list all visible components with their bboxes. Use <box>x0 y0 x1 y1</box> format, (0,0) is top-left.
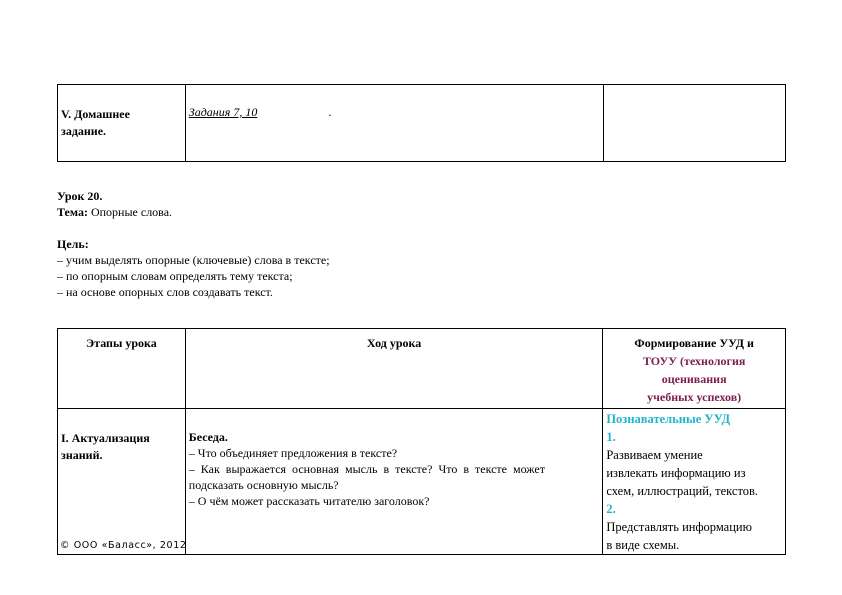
uud-item-text: схем, иллюстраций, текстов. <box>606 484 759 498</box>
goal-item: – на основе опорных слов создавать текст. <box>57 285 273 299</box>
header-formation-line3: оценивания <box>661 372 727 386</box>
row-stage-cell <box>58 409 186 555</box>
homework-task-link[interactable]: Задания 7, 10 <box>188 105 258 119</box>
homework-stage-cell <box>58 85 186 162</box>
goal-item: – по опорным словам определять тему текста; <box>57 269 293 283</box>
homework-task-suffix: . <box>328 104 332 119</box>
uud-item-text: Развиваем умение <box>606 448 703 462</box>
homework-empty-cell <box>603 85 785 162</box>
uud-item-number: 2. <box>606 502 616 516</box>
lesson-intro <box>57 188 757 300</box>
homework-task-cell <box>185 85 603 162</box>
course-line: – О чём может рассказать читателю заголовок? <box>188 494 430 508</box>
uud-title: Познавательные УУД <box>606 412 731 426</box>
header-course: Ход урока <box>366 336 422 350</box>
goal-label: Цель: <box>57 237 89 251</box>
topic-label: Тема: <box>57 205 88 219</box>
uud-item-text: Представлять информацию <box>606 520 752 534</box>
header-formation-line1: Формирование УУД и <box>634 336 754 350</box>
header-formation-line4: учебных успехов) <box>647 390 742 404</box>
course-line: – Что объединяет предложения в тексте? <box>188 446 398 460</box>
course-line: подсказать основную мысль? <box>188 478 339 492</box>
header-stages: Этапы урока <box>86 336 157 350</box>
lesson-number: Урок 20. <box>57 189 103 203</box>
row-uud-cell <box>603 409 786 555</box>
copyright-footer: © ООО «Баласс», 2012 <box>60 540 187 551</box>
uud-item-text: извлекать информацию из <box>606 466 746 480</box>
goal-item: – учим выделять опорные (ключевые) слова в тексте; <box>57 253 330 267</box>
lesson-plan-table <box>57 328 786 555</box>
topic-text: Опорные слова. <box>87 205 173 219</box>
homework-stage-line2: задание. <box>61 124 107 138</box>
stage-line2: знаний. <box>61 448 103 462</box>
uud-item-number: 1. <box>606 430 616 444</box>
header-formation-line2: ТОУУ (технология <box>642 354 746 368</box>
homework-table <box>57 84 786 162</box>
header-formation-cell <box>603 329 786 409</box>
header-stages-cell <box>58 329 186 409</box>
course-line: – Как выражается основная мысль в тексте? Что в тексте может <box>188 462 545 476</box>
course-title: Беседа. <box>188 430 228 444</box>
homework-stage-line1: V. Домашнее <box>61 107 130 121</box>
stage-line1: I. Актуализация <box>61 431 150 445</box>
row-course-cell <box>185 409 603 555</box>
header-course-cell <box>185 329 603 409</box>
uud-item-text: в виде схемы. <box>606 538 680 552</box>
